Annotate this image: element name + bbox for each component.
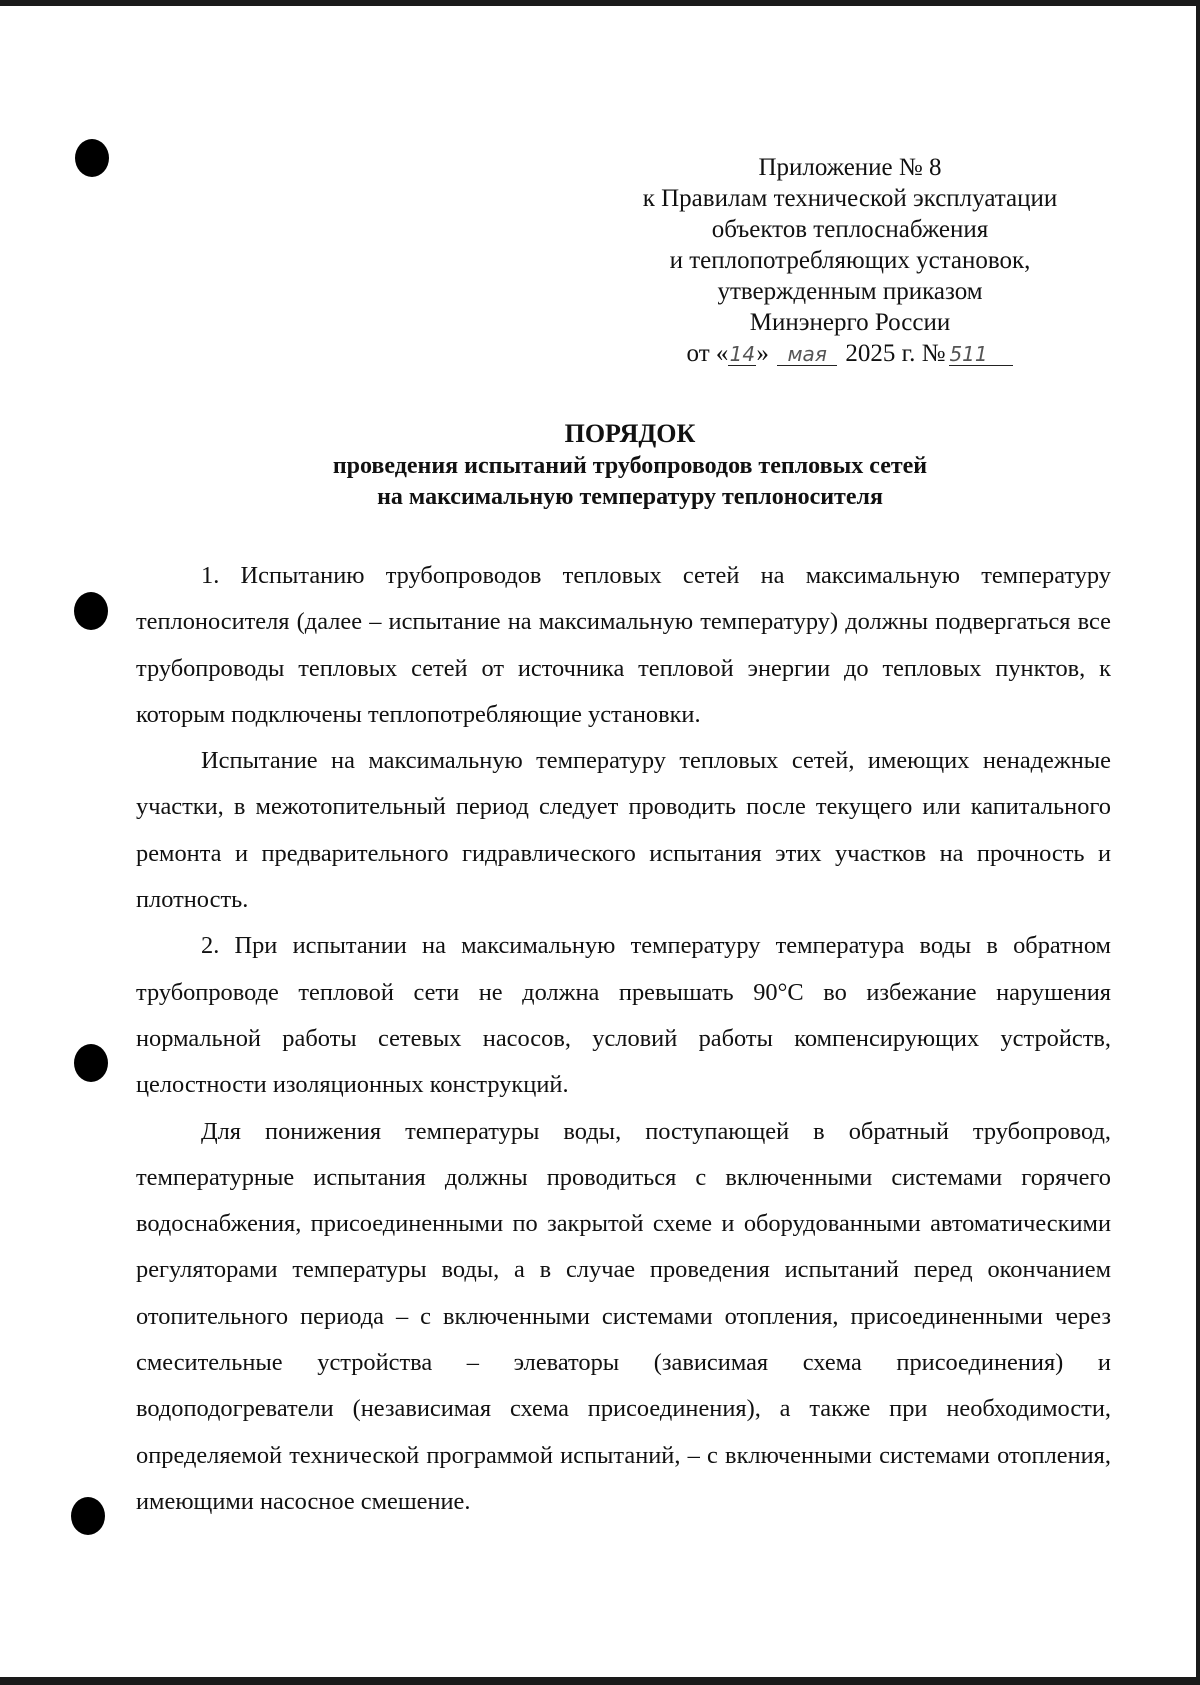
paragraph: 2. При испытании на максимальную температуру температура воды в обратном трубопроводе тепловой сети не должна превышать 90°С во избежание нарушения нормальной работы сетевых насосов, условий работы компенсирующих устройств, целостности изоляционных конструкций. [136, 932, 1111, 1099]
document-body [136, 553, 1111, 1525]
appendix-line: к Правилам технической эксплуатации [642, 185, 1058, 212]
handwritten-day: 14 [729, 342, 756, 366]
appendix-line: объектов теплоснабжения [711, 216, 989, 243]
handwritten-month: мая [777, 343, 837, 366]
date-year: 2025 г. № [845, 340, 946, 367]
scan-edge-right [1196, 0, 1200, 1685]
paragraph: Для понижения температуры воды, поступающей в обратный трубопровод, температурные испытания должны проводиться с включенными системами горячего водоснабжения, присоединенными по закрытой схеме и оборудованными автоматическими регуляторами температуры воды, а в случае проведения испытаний перед окончанием отопительного периода – с включенными системами отопления, присоединенными через смесительные устройства – элеваторы (зависимая схема присоединения) и водоподогреватели (независимая схема присоединения), а также при необходимости, определяемой технической программой испытаний, – с включенными системами отопления, имеющими насосное смешение. [136, 1117, 1111, 1515]
title-sub: на максимальную температуру теплоносителя [377, 484, 883, 510]
punch-hole [74, 1044, 108, 1082]
punch-hole [74, 592, 108, 630]
appendix-line: и теплопотребляющих установок, [669, 247, 1031, 274]
appendix-header [600, 152, 1100, 369]
document-title [130, 418, 1130, 513]
scan-edge-top [0, 0, 1200, 6]
appendix-line: утвержденным приказом [717, 278, 983, 305]
appendix-line: Минэнерго России [749, 309, 951, 336]
handwritten-order-number: 511 [949, 343, 1013, 366]
paragraph: Испытание на максимальную температуру тепловых сетей, имеющих ненадежные участки, в межотопительный период следует проводить после текущего или капитального ремонта и предварительного гидравлического испытания этих участков на прочность и плотность. [136, 747, 1111, 914]
appendix-line: Приложение № 8 [758, 154, 942, 181]
scan-edge-bottom [0, 1677, 1200, 1685]
title-main: ПОРЯДОК [564, 419, 696, 448]
punch-hole [71, 1497, 105, 1535]
date-prefix: от « [686, 340, 729, 367]
paragraph: 1. Испытанию трубопроводов тепловых сетей на максимальную температуру теплоносителя (далее – испытание на максимальную температуру) должны подвергаться все трубопроводы тепловых сетей от источника тепловой энергии до тепловых пунктов, к которым подключены теплопотребляющие установки. [136, 562, 1111, 728]
order-date-line [600, 338, 1100, 369]
title-sub: проведения испытаний трубопроводов тепловых сетей [332, 453, 928, 479]
date-quote-close: » [756, 340, 769, 367]
punch-hole [75, 139, 109, 177]
